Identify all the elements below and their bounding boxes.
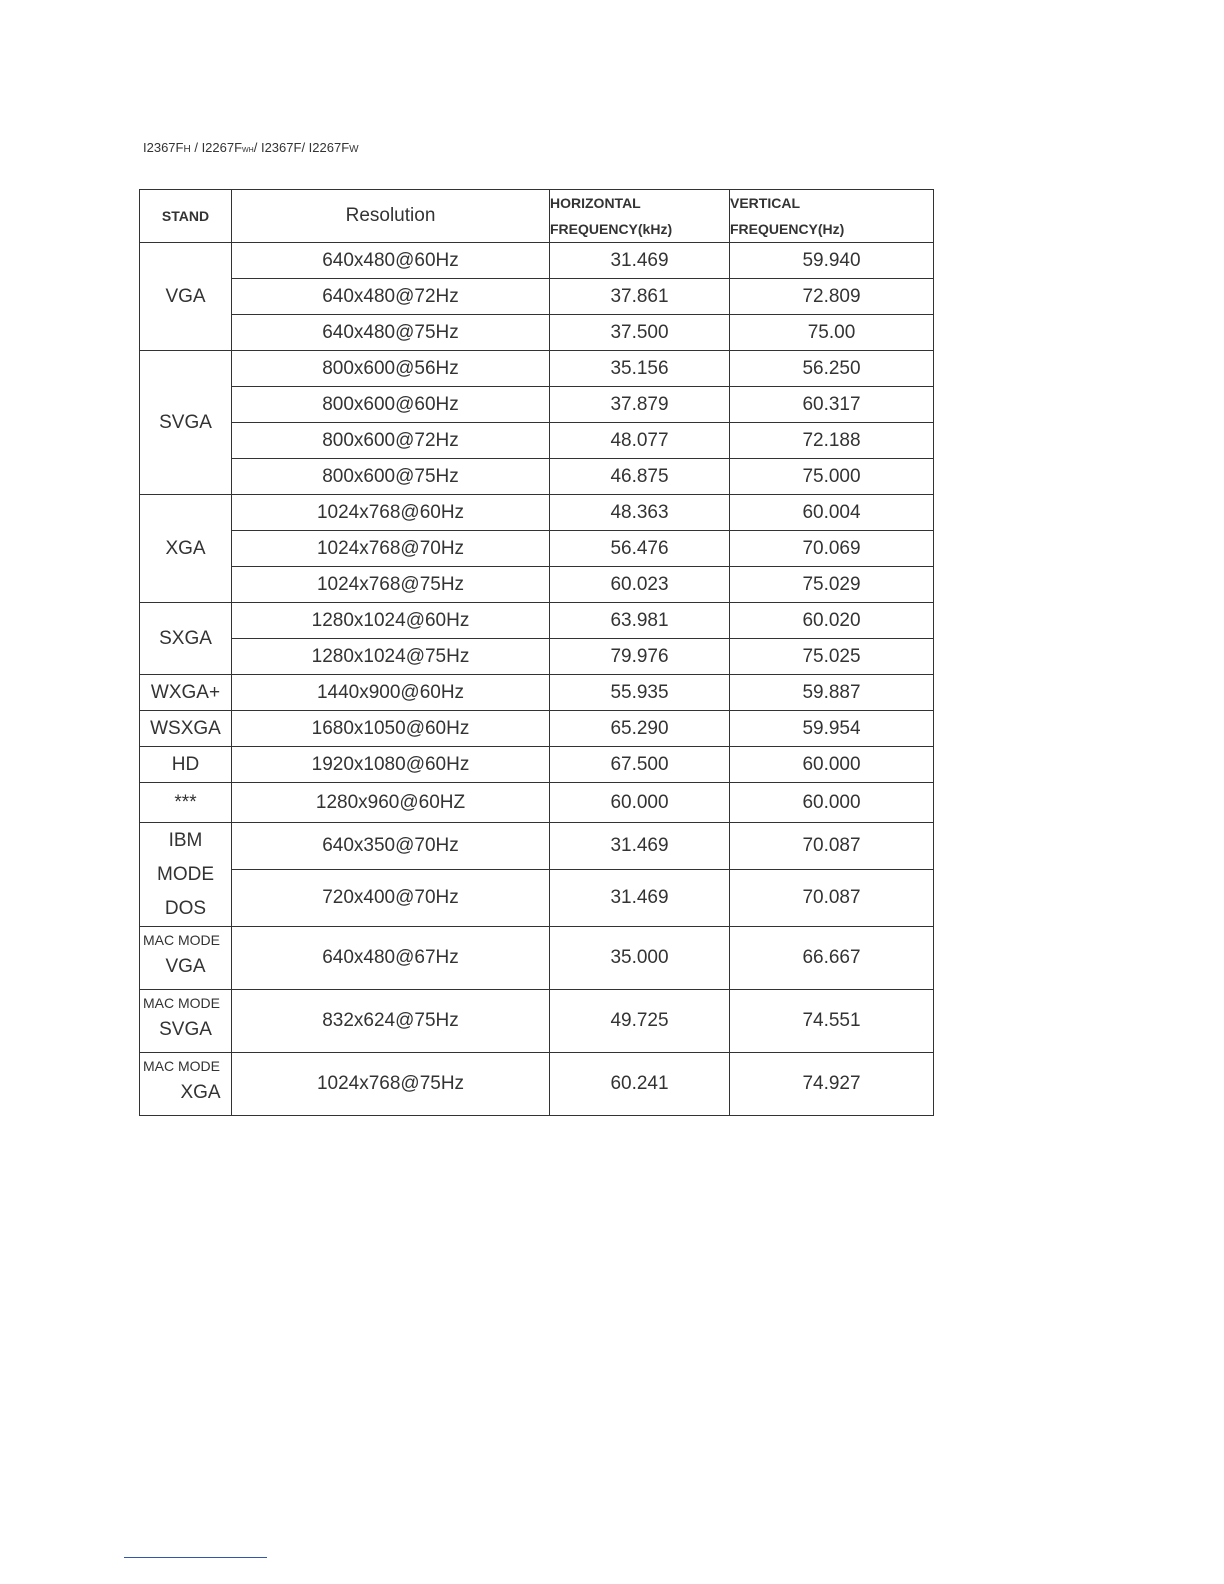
h-freq-cell: 49.725 [550, 990, 730, 1053]
table-row [140, 495, 934, 531]
v-freq-cell: 75.00 [730, 315, 934, 351]
v-freq-cell: 60.000 [730, 747, 934, 783]
resolution-cell: 1680x1050@60Hz [232, 711, 550, 747]
stand-mac-vga: MAC MODE VGA [140, 927, 232, 990]
v-freq-cell: 74.551 [730, 990, 934, 1053]
v-freq-cell: 60.000 [730, 783, 934, 823]
stand-sxga: SXGA [140, 603, 232, 675]
table-row [140, 279, 934, 315]
header-resolution: Resolution [232, 190, 550, 243]
v-freq-cell: 60.020 [730, 603, 934, 639]
header-horizontal: HORIZONTAL FREQUENCY(kHz) [550, 190, 730, 243]
v-freq-cell: 72.809 [730, 279, 934, 315]
table-row [140, 747, 934, 783]
v-freq-cell: 59.887 [730, 675, 934, 711]
h-freq-cell: 65.290 [550, 711, 730, 747]
resolution-cell: 800x600@72Hz [232, 423, 550, 459]
resolution-cell: 1024x768@60Hz [232, 495, 550, 531]
table-row [140, 423, 934, 459]
v-freq-cell: 56.250 [730, 351, 934, 387]
stand-svga: SVGA [140, 351, 232, 495]
v-freq-cell: 70.069 [730, 531, 934, 567]
resolution-cell: 640x480@67Hz [232, 927, 550, 990]
v-freq-cell: 70.087 [730, 823, 934, 870]
h-freq-cell: 60.023 [550, 567, 730, 603]
h-freq-cell: 56.476 [550, 531, 730, 567]
resolution-cell: 1024x768@75Hz [232, 567, 550, 603]
resolution-cell: 1280x960@60HZ [232, 783, 550, 823]
v-freq-cell: 60.317 [730, 387, 934, 423]
stand-vga: VGA [140, 243, 232, 351]
h-freq-cell: 37.500 [550, 315, 730, 351]
stand-hd: HD [140, 747, 232, 783]
h-freq-cell: 48.077 [550, 423, 730, 459]
h-freq-cell: 37.879 [550, 387, 730, 423]
resolution-cell: 640x480@60Hz [232, 243, 550, 279]
h-freq-cell: 60.241 [550, 1053, 730, 1116]
resolution-cell: 1280x1024@60Hz [232, 603, 550, 639]
resolution-cell: 640x480@75Hz [232, 315, 550, 351]
table-row [140, 351, 934, 387]
resolution-cell: 720x400@70Hz [232, 870, 550, 927]
resolution-cell: 1024x768@70Hz [232, 531, 550, 567]
v-freq-cell: 75.025 [730, 639, 934, 675]
header-stand: STAND [140, 190, 232, 243]
table-row [140, 639, 934, 675]
resolution-cell: 640x350@70Hz [232, 823, 550, 870]
v-freq-cell: 66.667 [730, 927, 934, 990]
timing-table [139, 189, 934, 1116]
table-row [140, 315, 934, 351]
h-freq-cell: 31.469 [550, 870, 730, 927]
v-freq-cell: 75.000 [730, 459, 934, 495]
h-freq-cell: 46.875 [550, 459, 730, 495]
table-row [140, 603, 934, 639]
resolution-cell: 832x624@75Hz [232, 990, 550, 1053]
resolution-cell: 1440x900@60Hz [232, 675, 550, 711]
v-freq-cell: 70.087 [730, 870, 934, 927]
table-row [140, 711, 934, 747]
v-freq-cell: 60.004 [730, 495, 934, 531]
table-row [140, 675, 934, 711]
table-row [140, 823, 934, 870]
table-row [140, 387, 934, 423]
h-freq-cell: 35.156 [550, 351, 730, 387]
resolution-cell: 1280x1024@75Hz [232, 639, 550, 675]
table-row [140, 459, 934, 495]
resolution-cell: 800x600@75Hz [232, 459, 550, 495]
v-freq-cell: 72.188 [730, 423, 934, 459]
stand-ibm-mode-dos: IBM MODE DOS [140, 823, 232, 927]
stand-wsxga: WSXGA [140, 711, 232, 747]
h-freq-cell: 48.363 [550, 495, 730, 531]
h-freq-cell: 67.500 [550, 747, 730, 783]
v-freq-cell: 75.029 [730, 567, 934, 603]
h-freq-cell: 55.935 [550, 675, 730, 711]
table-row [140, 927, 934, 990]
footnote-divider [124, 1557, 267, 1558]
table-row [140, 783, 934, 823]
table-row [140, 567, 934, 603]
resolution-cell: 800x600@60Hz [232, 387, 550, 423]
resolution-cell: 1024x768@75Hz [232, 1053, 550, 1116]
stand-xga: XGA [140, 495, 232, 603]
stand-mac-xga: MAC MODE XGA [140, 1053, 232, 1116]
v-freq-cell: 59.954 [730, 711, 934, 747]
model-numbers: I2367FH / I2267FWH/ I2367F/ I2267FW [143, 140, 359, 155]
h-freq-cell: 31.469 [550, 243, 730, 279]
stand-mac-svga: MAC MODE SVGA [140, 990, 232, 1053]
header-row [140, 190, 934, 243]
h-freq-cell: 37.861 [550, 279, 730, 315]
table-row [140, 870, 934, 927]
v-freq-cell: 59.940 [730, 243, 934, 279]
table-row [140, 990, 934, 1053]
resolution-cell: 640x480@72Hz [232, 279, 550, 315]
h-freq-cell: 35.000 [550, 927, 730, 990]
h-freq-cell: 60.000 [550, 783, 730, 823]
h-freq-cell: 63.981 [550, 603, 730, 639]
table-row [140, 531, 934, 567]
resolution-cell: 800x600@56Hz [232, 351, 550, 387]
h-freq-cell: 79.976 [550, 639, 730, 675]
v-freq-cell: 74.927 [730, 1053, 934, 1116]
resolution-cell: 1920x1080@60Hz [232, 747, 550, 783]
stand-wxga-plus: WXGA+ [140, 675, 232, 711]
table-row [140, 243, 934, 279]
stand-stars: *** [140, 783, 232, 823]
header-vertical: VERTICAL FREQUENCY(Hz) [730, 190, 934, 243]
h-freq-cell: 31.469 [550, 823, 730, 870]
table-row [140, 1053, 934, 1116]
